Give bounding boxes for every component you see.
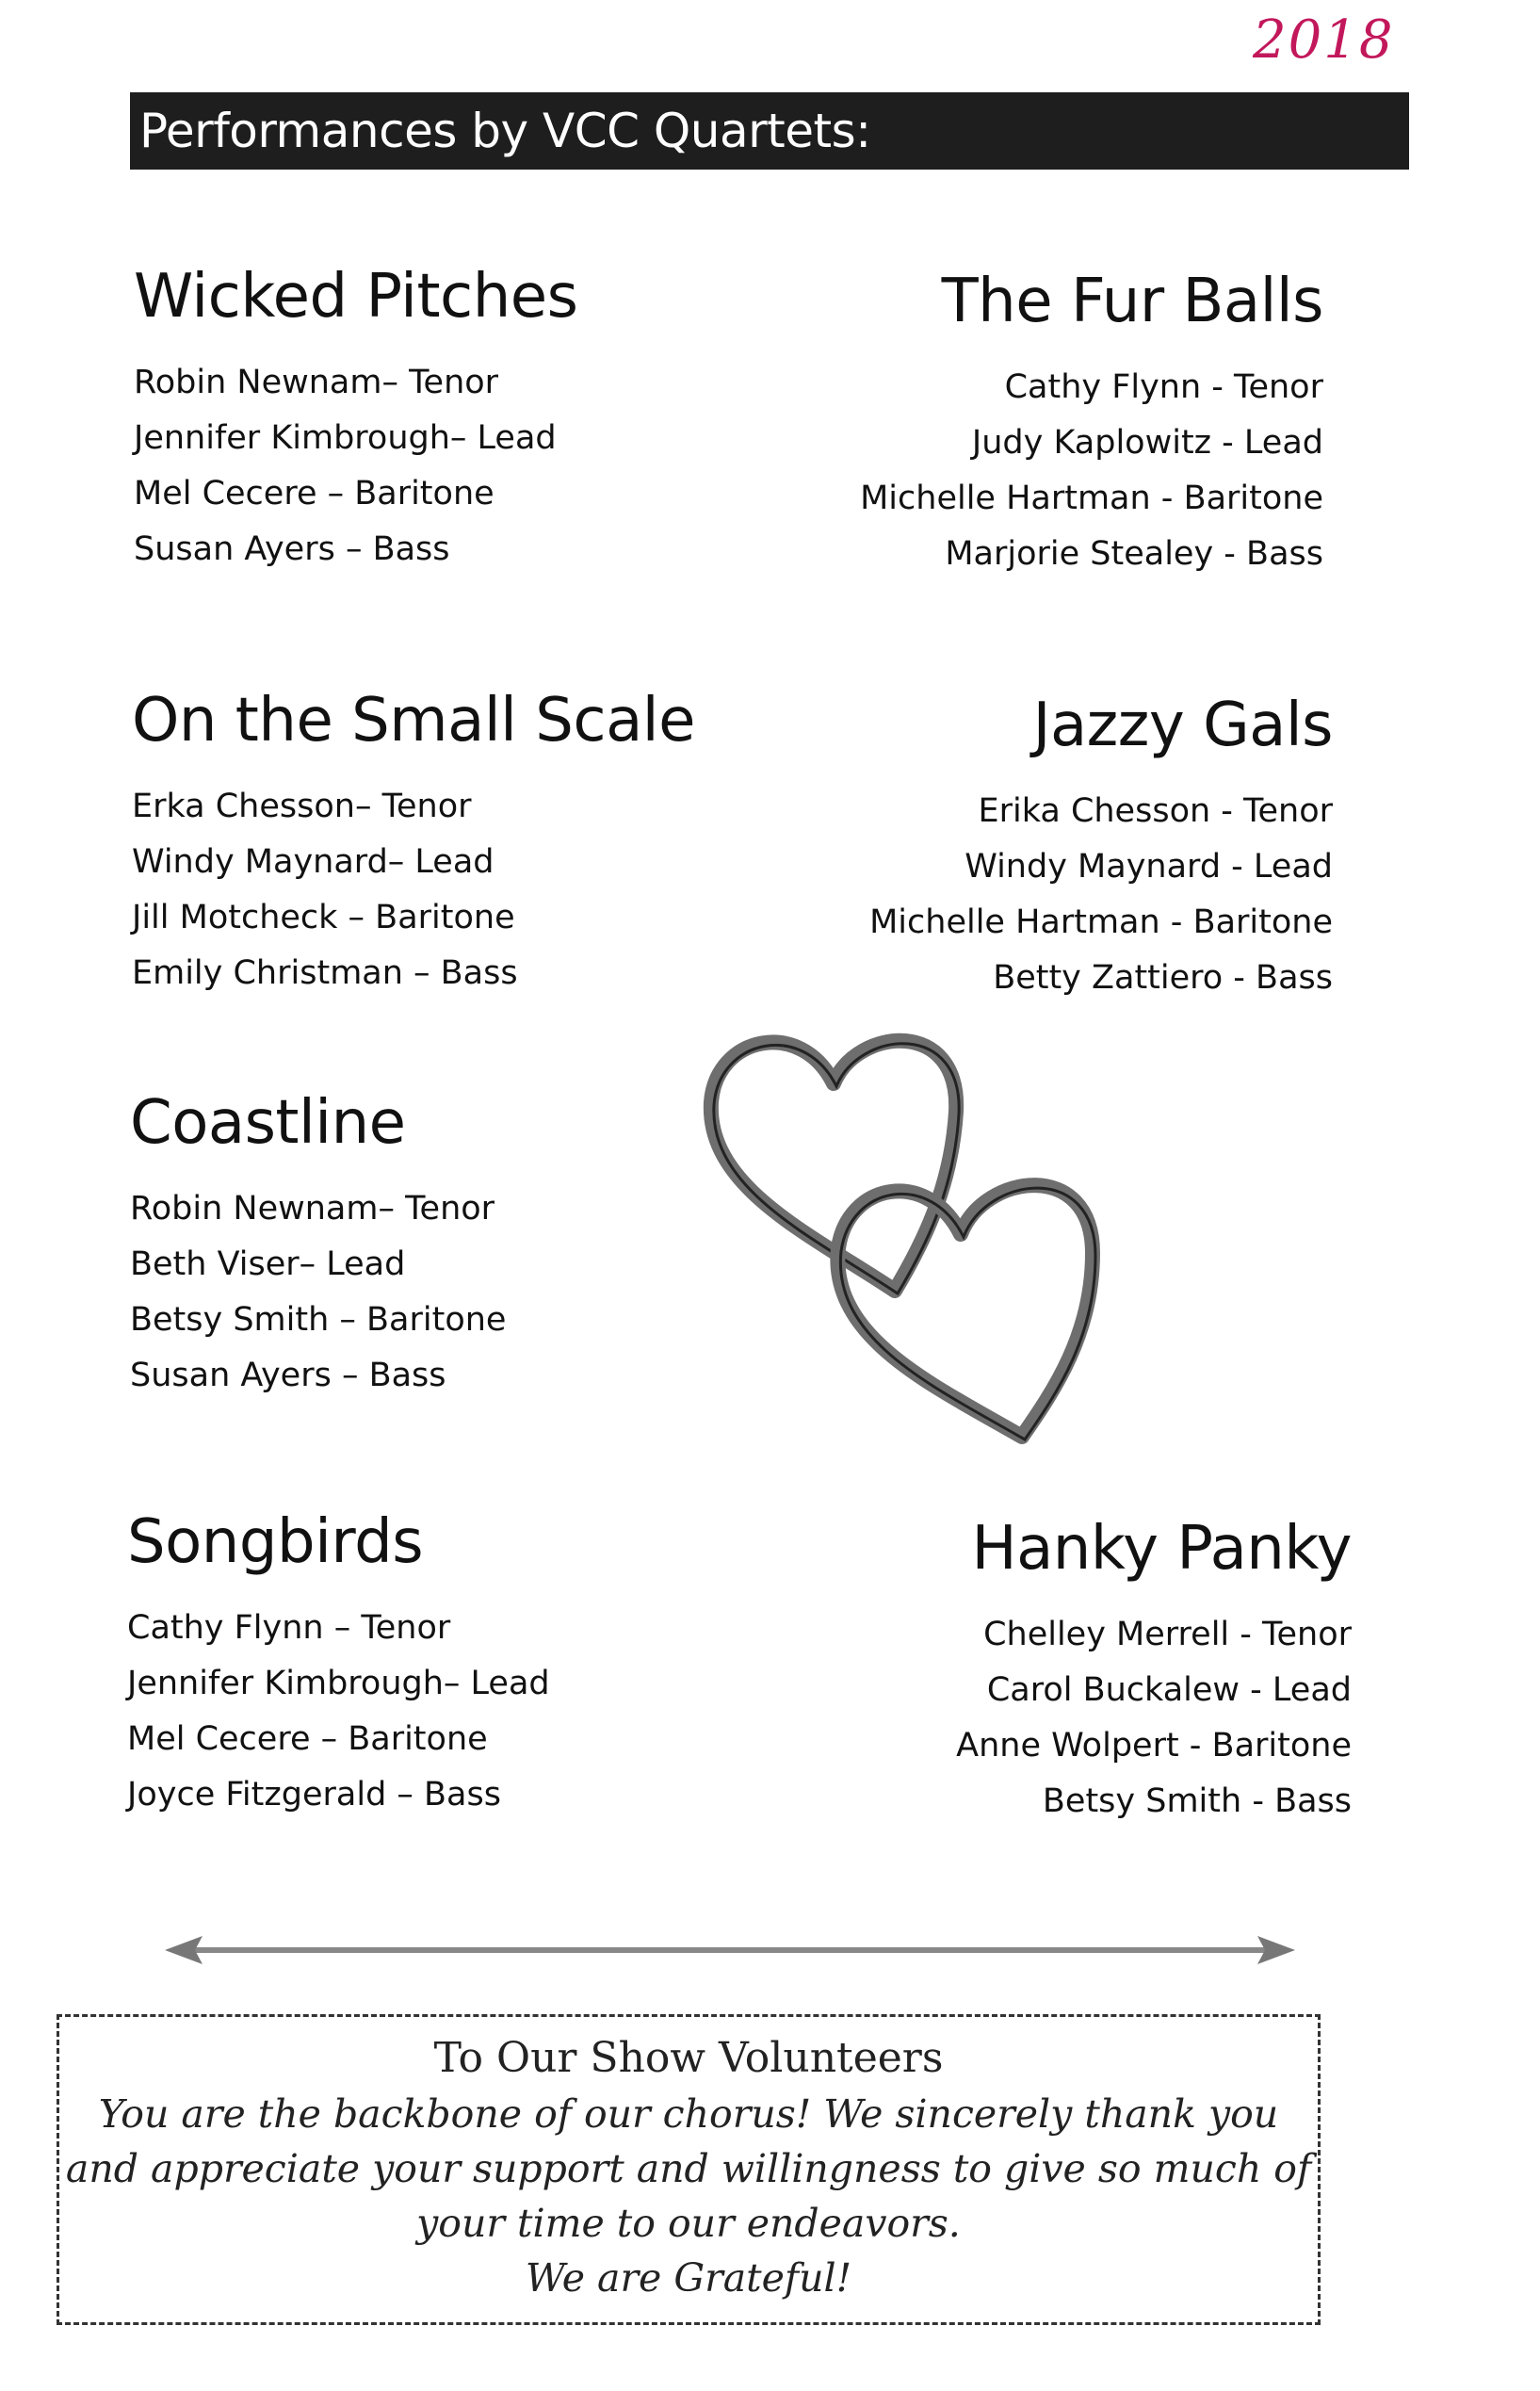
quartet-the-fur-balls (860, 267, 1323, 582)
member-list (956, 1607, 1352, 1830)
double-hearts-icon (697, 1008, 1224, 1460)
member: Betsy Smith – Baritone (130, 1301, 507, 1339)
quartet-coastline (130, 1088, 507, 1404)
member-list (132, 779, 695, 1001)
member-list (134, 355, 578, 577)
member: Chelley Merrell - Tenor (983, 1616, 1352, 1653)
member: Erka Chesson– Tenor (132, 788, 472, 825)
member: Carol Buckalew - Lead (986, 1671, 1352, 1709)
member: Susan Ayers – Bass (134, 530, 450, 568)
volunteers-line: your time to our endeavors. (416, 2201, 961, 2246)
member-list (127, 1601, 550, 1823)
member: Anne Wolpert - Baritone (956, 1727, 1352, 1765)
quartet-hanky-panky (956, 1514, 1352, 1830)
handwritten-year: 2018 (1253, 9, 1395, 71)
quartet-name: On the Small Scale (132, 686, 695, 756)
member: Emily Christman – Bass (132, 954, 518, 992)
volunteers-line: We are Grateful! (525, 2255, 852, 2301)
header-banner (130, 92, 1409, 170)
quartet-name: Songbirds (127, 1507, 424, 1577)
quartet-songbirds (127, 1507, 550, 1823)
member: Judy Kaplowitz - Lead (971, 424, 1323, 462)
volunteers-line: and appreciate your support and willingness to give so much of (65, 2146, 1312, 2191)
quartet-name: The Fur Balls (941, 267, 1323, 336)
member: Robin Newnam– Tenor (134, 364, 499, 401)
member: Robin Newnam– Tenor (130, 1190, 495, 1228)
quartet-wicked-pitches (134, 262, 578, 577)
member: Mel Cecere – Baritone (134, 475, 494, 512)
member: Windy Maynard– Lead (132, 843, 494, 881)
quartet-name: Wicked Pitches (134, 262, 578, 332)
quartet-name: Jazzy Gals (1032, 691, 1333, 760)
member: Cathy Flynn - Tenor (1004, 368, 1323, 406)
member: Joyce Fitzgerald – Bass (127, 1776, 501, 1814)
member: Jill Motcheck – Baritone (132, 899, 515, 936)
double-arrow-icon (165, 1931, 1295, 1969)
member: Michelle Hartman - Baritone (869, 903, 1333, 941)
quartet-name: Coastline (130, 1088, 406, 1158)
member: Betsy Smith - Bass (1042, 1782, 1352, 1820)
member: Windy Maynard - Lead (965, 848, 1333, 886)
page-title: Performances by VCC Quartets: (139, 104, 871, 158)
quartet-jazzy-gals (869, 691, 1333, 1006)
member: Cathy Flynn – Tenor (127, 1609, 451, 1647)
member: Jennifer Kimbrough– Lead (134, 419, 557, 457)
member-list (860, 360, 1323, 582)
member: Erika Chesson - Tenor (978, 792, 1333, 830)
member: Michelle Hartman - Baritone (860, 480, 1323, 517)
volunteers-line: You are the backbone of our chorus! We sincerely thank you (98, 2091, 1279, 2137)
volunteers-title: To Our Show Volunteers (433, 2034, 944, 2082)
quartet-on-the-small-scale (132, 686, 695, 1001)
member-list (130, 1181, 506, 1404)
member-list (869, 784, 1333, 1006)
member: Marjorie Stealey - Bass (945, 535, 1323, 573)
member: Jennifer Kimbrough– Lead (127, 1665, 550, 1702)
member: Beth Viser– Lead (130, 1245, 406, 1283)
member: Susan Ayers – Bass (130, 1357, 446, 1394)
member: Mel Cecere – Baritone (127, 1720, 488, 1758)
volunteers-box (57, 2014, 1321, 2325)
member: Betty Zattiero - Bass (993, 959, 1333, 997)
quartet-name: Hanky Panky (971, 1514, 1352, 1584)
